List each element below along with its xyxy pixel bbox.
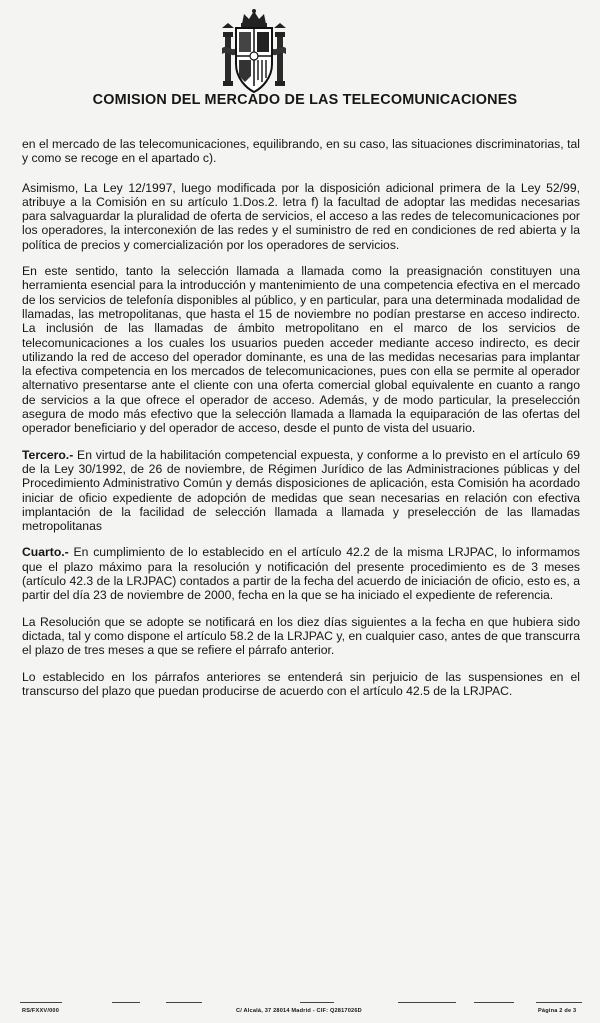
- cuarto-text: En cumplimiento de lo establecido en el artículo 42.2 de la misma LRJPAC, lo informamos que el plazo máximo para la resolución y notificación del presente procedimiento es de 3 meses (artículo 42.3 de la LRJPAC) contados a partir de la fecha del acuerdo de iniciación de oficio, esto es, a partir del día 23 de noviembre de 2000, fecha en la que se ha iniciado el expediente de referencia.: [22, 545, 580, 603]
- cuarto-heading: Cuarto.-: [22, 545, 69, 560]
- paragraph-intro: en el mercado de las telecomunicaciones, equilibrando, en su caso, las situaciones discriminatorias, tal y como se recoge en el apartado c).: [22, 137, 580, 166]
- paragraph-asimismo: Asimismo, La Ley 12/1997, luego modificada por la disposición adicional primera de la Ley 52/99, atribuye a la Comisión en su artículo 1.Dos.2. letra f) la facultad de adoptar las medidas necesarias para salvaguardar la pluralidad de oferta de servicios, el acceso a las redes de telecomunicaciones por los operadores, la interconexión de las redes y el suministro de red en condiciones de red abierta y la política de precios y comercialización por los operadores de servicios.: [22, 180, 580, 252]
- tercero-text: En virtud de la habilitación competencial expuesta, y conforme a lo previsto en el artículo 69 de la Ley 30/1992, de 26 de noviembre, de Régimen Jurídico de las Administraciones públicas y del Procedimiento Administrativo Común y demás disposiciones de aplicación, esta Comisión ha acordado iniciar de oficio expediente de adopción de medidas que sean necesarias en relación con efectiva implantación de la facilidad de selección llamada a llamada y preselección de las llamadas metropolitanas: [22, 447, 580, 534]
- spanish-coat-of-arms-icon: [222, 8, 286, 96]
- tercero-heading: Tercero.-: [22, 447, 74, 462]
- letter-body: [22, 137, 580, 710]
- paragraph-resolucion: La Resolución que se adopte se notificará en los diez días siguientes a la fecha en que hubiera sido dictada, tal y como dispone el artículo 58.2 de la LRJPAC y, en cualquier caso, antes de que transcurra el plazo de tres meses a que se refiere el párrafo anterior.: [22, 614, 580, 658]
- footer-rule: [398, 1002, 456, 1003]
- organization-title: COMISION DEL MERCADO DE LAS TELECOMUNICACIONES: [92, 92, 518, 108]
- paragraph-tercero: [22, 448, 580, 534]
- footer-rule: [112, 1002, 140, 1003]
- paragraph-en-este-sentido: En este sentido, tanto la selección llamada a llamada como la preasignación constituyen una herramienta esencial para la introducción y mantenimiento de una competencia efectiva en el mercado de los servicios de telefonía disponibles al público, y en particular, para una determinada modalidad de llamadas, las metropolitanas, que hasta el 15 de noviembre no podían prestarse en acceso indirecto. La inclusión de las llamadas de ámbito metropolitano en el marco de los servicios de telecomunicaciones a los cuales los usuarios pueden acceder mediante acceso indirecto, es decir utilizando la red de acceso del operador dominante, es una de las medidas necesarias para implantar la efectiva competencia en los mercados de telecomunicaciones, pues con ella se permite al operador alternativo presentarse ante el cliente con una oferta comercial global equivalente en cuanto a rango de servicios a la que ofrece el operador de acceso. Además, y de modo particular, la preselección asegura de modo más efectivo que la selección llamada a llamada la equiparación de las ofertas del operador beneficiario y del operador de acceso, desde el punto de vista del usuario.: [22, 264, 580, 436]
- footer-page-number: Página 2 de 3: [538, 1008, 577, 1014]
- footer-rule: [536, 1002, 582, 1003]
- paragraph-suspensiones: Lo establecido en los párrafos anteriores se entenderá sin perjuicio de las suspensiones en el transcurso del plazo que puedan producirse de acuerdo con el artículo 42.5 de la LRJPAC.: [22, 669, 580, 698]
- footer-rule: [20, 1002, 62, 1003]
- footer-rule: [166, 1002, 202, 1003]
- footer-reference: RS/FXXV/000: [22, 1008, 60, 1014]
- page-footer: [0, 1000, 600, 1023]
- footer-rule: [474, 1002, 514, 1003]
- footer-address: C/ Alcalá, 37 28014 Madrid - CIF: Q2817026D: [236, 1008, 362, 1014]
- footer-rule: [300, 1002, 334, 1003]
- paragraph-cuarto: [22, 545, 580, 602]
